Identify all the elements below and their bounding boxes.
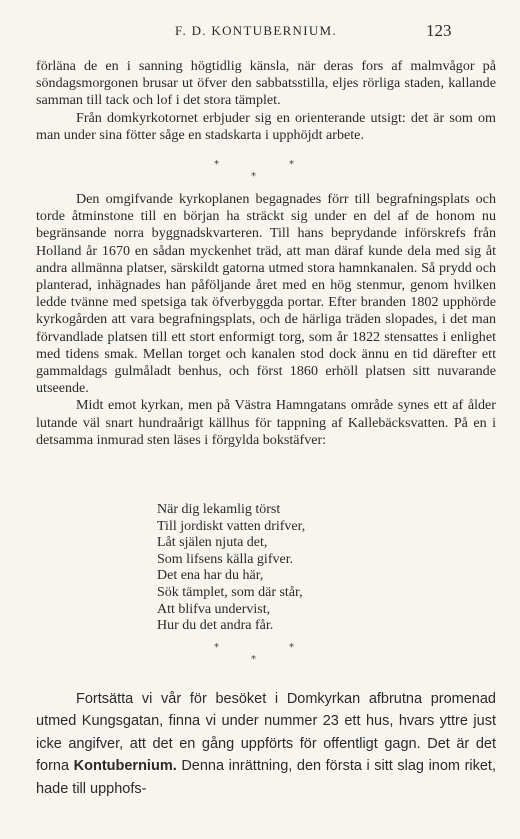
- poem-line-6: Sök tämplet, som där står,: [157, 584, 303, 600]
- asterisk-left-2: *: [214, 642, 219, 653]
- paragraph-4: Midt emot kyrkan, men på Västra Hamngatans område synes ett af ålder lutande väl snart hundraårigt källhus för tappning af Kallebäcksvatten. På en i detsamma inmurad sten läses i förgylda bokstäfver:: [36, 397, 496, 448]
- asterisk-right-2: *: [289, 642, 294, 653]
- section-3: [36, 688, 496, 800]
- page-header: [0, 23, 520, 47]
- paragraph-5-start: Fortsätta vi vår för besöket i Domkyrkan afbrutna promenad utmed Kungsgatan, finna vi under nummer 23 ett hus, hvars yttre just icke angifver, att det en gång uppförts för offentligt gagn. Det är det forna: [36, 691, 496, 775]
- paragraph-2: Från domkyrkotornet erbjuder sig en orienterande utsigt: det är som om man under sina fötter såge en stadskarta i upphöjdt arbete.: [36, 109, 496, 143]
- poem-line-1: När dig lekamlig törst: [157, 502, 281, 517]
- asterisk-center: *: [251, 171, 256, 182]
- page-number: 123: [426, 21, 452, 40]
- paragraph-1: förläna de en i sanning högtidlig känsla, när deras fors af malmvågor på söndagsmorgonen brusar ut öfver den sabbatsstilla, eljes rörliga staden, kallande samman till tack och lof i det stora tämplet.: [36, 58, 496, 109]
- section-1: [36, 58, 496, 144]
- paragraph-5: [36, 688, 496, 800]
- poem-line-8: Hur du det andra får.: [157, 618, 274, 634]
- paragraph-3: Den omgifvande kyrkoplanen begagnades förr till begrafningsplats och torde åtminstone till en början ha sträckt sig under en del af de honom nu begränsande norra byggnadskvarteren. Till hans beprydande införskrefs från Holland år 1670 en sådan myckenhet träd, att man däraf kunde dela med sig åt andra allmänna platser, särskildt gatorna utmed stora hamnkanalen. Så prydd och planterad, inhägnades han påföljande året med en hög stenmur, genom hvilken ledde tvänne med spetsiga tak öfverbyggda portar. Efter branden 1802 upphörde kyrkogården att vara begrafningsplats, och de härliga träden slopades, i det man förvandlade platsen till ett stort enformigt torg, som år 1822 stensattes i enlighet med tidens smak. Mellan torget och kanalen stod dock ännu en tid därefter ett gammaldags gulmåladt benhus, och först 1860 erhöll platsen sitt nuvarande utseende.: [36, 191, 496, 397]
- poem-line-5: Det ena har du här,: [157, 568, 264, 584]
- section-separator: [214, 160, 304, 188]
- asterisk-center-2: *: [251, 654, 256, 665]
- section-2: [36, 191, 496, 449]
- poem-line-3: Låt själen njuta det,: [157, 535, 268, 551]
- inscription-poem: [157, 502, 407, 635]
- section-separator-2: [214, 643, 304, 671]
- asterisk-left: *: [214, 159, 219, 170]
- kontubernium-term: Kontubernium.: [73, 758, 177, 775]
- running-head: F. D. KONTUBERNIUM.: [175, 23, 337, 38]
- asterisk-right: *: [289, 159, 294, 170]
- poem-line-7: Att blifva undervist,: [157, 601, 271, 617]
- paragraph-5-end: Denna inrättning, den första i sitt slag inom riket, hade till upphofs-: [36, 758, 496, 797]
- poem-line-2: Till jordiskt vatten drifver,: [157, 518, 306, 534]
- poem-line-4: Som lifsens källa gifver.: [157, 551, 294, 567]
